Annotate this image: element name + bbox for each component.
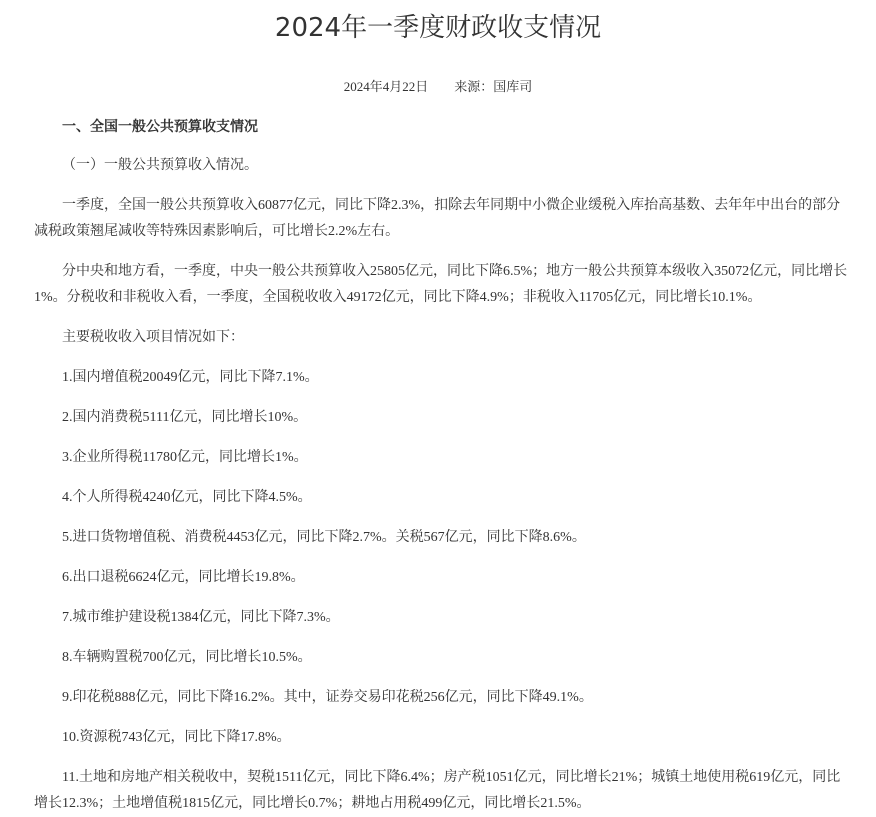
tax-item-10: 10.资源税743亿元，同比下降17.8%。 xyxy=(62,730,291,745)
tax-item-11: 11.土地和房地产相关税收中，契税1511亿元，同比下降6.4%；房产税1051亿元，同比增长21%；城镇土地使用税619亿元，同比增长12.3%；土地增值税1815亿元，同比增长0.7%；耕地占用税499亿元，同比增长21.5%。 xyxy=(34,770,841,811)
article-source: 来源：国库司 xyxy=(454,79,533,94)
tax-item-2: 2.国内消费税5111亿元，同比增长10%。 xyxy=(62,410,308,425)
tax-item-1: 1.国内增值税20049亿元，同比下降7.1%。 xyxy=(62,370,319,385)
tax-items-intro: 主要税收收入项目情况如下： xyxy=(62,330,244,345)
tax-item-8: 8.车辆购置税700亿元，同比增长10.5%。 xyxy=(62,650,312,665)
tax-item-6: 6.出口退税6624亿元，同比增长19.8%。 xyxy=(62,570,305,585)
tax-item-5: 5.进口货物增值税、消费税4453亿元，同比下降2.7%。关税567亿元，同比下降8.6%。 xyxy=(62,530,586,545)
article-body xyxy=(0,115,876,817)
tax-item-3: 3.企业所得税11780亿元，同比增长1%。 xyxy=(62,450,308,465)
subsection-heading: （一）一般公共预算收入情况。 xyxy=(62,158,258,173)
tax-item-7: 7.城市维护建设税1384亿元，同比下降7.3%。 xyxy=(62,610,340,625)
tax-item-4: 4.个人所得税4240亿元，同比下降4.5%。 xyxy=(62,490,312,505)
page-title: 2024年一季度财政收支情况 xyxy=(274,13,602,43)
revenue-summary-paragraph: 一季度，全国一般公共预算收入60877亿元，同比下降2.3%，扣除去年同期中小微企业缓税入库抬高基数、去年年中出台的部分减税政策翘尾减收等特殊因素影响后，可比增长2.2%左右。 xyxy=(34,198,841,239)
publish-date: 2024年4月22日 xyxy=(343,79,429,94)
tax-item-9: 9.印花税888亿元，同比下降16.2%。其中，证券交易印花税256亿元，同比下降49.1%。 xyxy=(62,690,593,705)
article-meta xyxy=(0,74,876,100)
section-heading: 一、全国一般公共预算收支情况 xyxy=(62,120,258,135)
revenue-breakdown-paragraph: 分中央和地方看，一季度，中央一般公共预算收入25805亿元，同比下降6.5%；地方一般公共预算本级收入35072亿元，同比增长1%。分税收和非税收入看，一季度，全国税收收入49172亿元，同比下降4.9%；非税收入11705亿元，同比增长10.1%。 xyxy=(34,264,848,305)
